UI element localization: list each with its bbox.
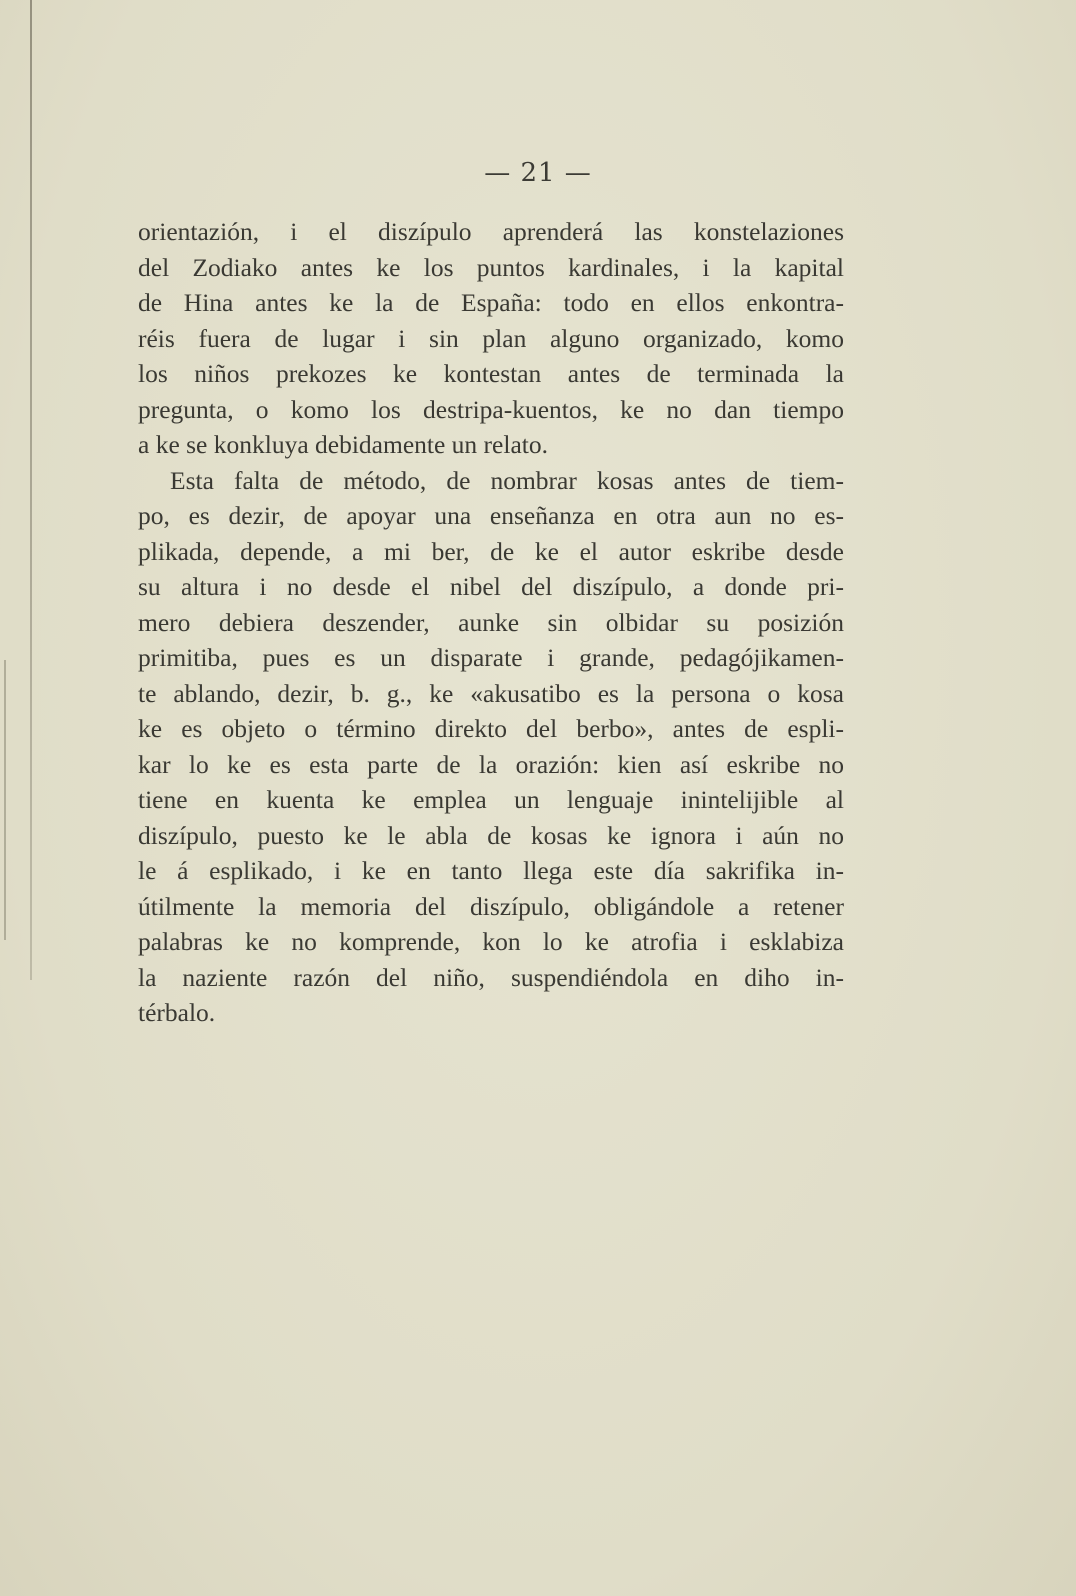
text-line: su altura i no desde el nibel del diszípulo, a donde pri- bbox=[138, 572, 844, 601]
text-line: mero debiera deszender, aunke sin olbidar su posizión bbox=[138, 607, 844, 637]
text-line: diszípulo, puesto ke le abla de kosas ke ignora i aún no bbox=[138, 820, 844, 850]
text-line: kar lo ke es esta parte de la orazión: kien así eskribe no bbox=[138, 749, 844, 779]
text-line: plikada, depende, a mi ber, de ke el autor eskribe desde bbox=[138, 536, 844, 566]
text-line: palabras ke no komprende, kon lo ke atrofia i esklabiza bbox=[138, 927, 844, 956]
binding-edge-shadow bbox=[30, 0, 32, 980]
text-line: térbalo. bbox=[138, 998, 216, 1027]
binding-edge-mark bbox=[4, 660, 6, 940]
text-line: primitiba, pues es un disparate i grande, pedagójikamen- bbox=[138, 643, 844, 672]
text-line: Esta falta de método, de nombrar kosas antes de tiem- bbox=[170, 465, 844, 495]
paragraph-1 bbox=[138, 214, 844, 463]
text-line: los niños prekozes ke kontestan antes de terminada la bbox=[138, 359, 844, 388]
text-line: tiene en kuenta ke emplea un lenguaje inintelijible al bbox=[138, 785, 844, 814]
paragraph-2 bbox=[138, 463, 844, 1031]
text-line: ke es objeto o término direkto del berbo», antes de espli- bbox=[138, 714, 844, 743]
text-line: de Hina antes ke la de España: todo en ellos enkontra- bbox=[138, 288, 844, 317]
text-line: útilmente la memoria del diszípulo, obligándole a retener bbox=[138, 891, 844, 921]
text-line: réis fuera de lugar i sin plan alguno organizado, komo bbox=[138, 323, 844, 353]
text-line: po, es dezir, de apoyar una enseñanza en otra aun no es- bbox=[138, 501, 844, 530]
text-line: orientazión, i el diszípulo aprenderá las konstelaziones bbox=[138, 217, 844, 246]
text-line: pregunta, o komo los destripa-kuentos, ke no dan tiempo bbox=[138, 394, 844, 424]
body-text bbox=[138, 214, 844, 1031]
text-line: te ablando, dezir, b. g., ke «akusatibo es la persona o kosa bbox=[138, 678, 844, 708]
text-line: la naziente razón del niño, suspendiéndola en diho in- bbox=[138, 962, 844, 992]
text-line: le á esplikado, i ke en tanto llega este día sakrifika in- bbox=[138, 856, 844, 885]
text-line: del Zodiako antes ke los puntos kardinales, i la kapital bbox=[138, 252, 844, 282]
page-number: — 21 — bbox=[484, 158, 592, 188]
text-line: a ke se konkluya debidamente un relato. bbox=[138, 430, 548, 459]
